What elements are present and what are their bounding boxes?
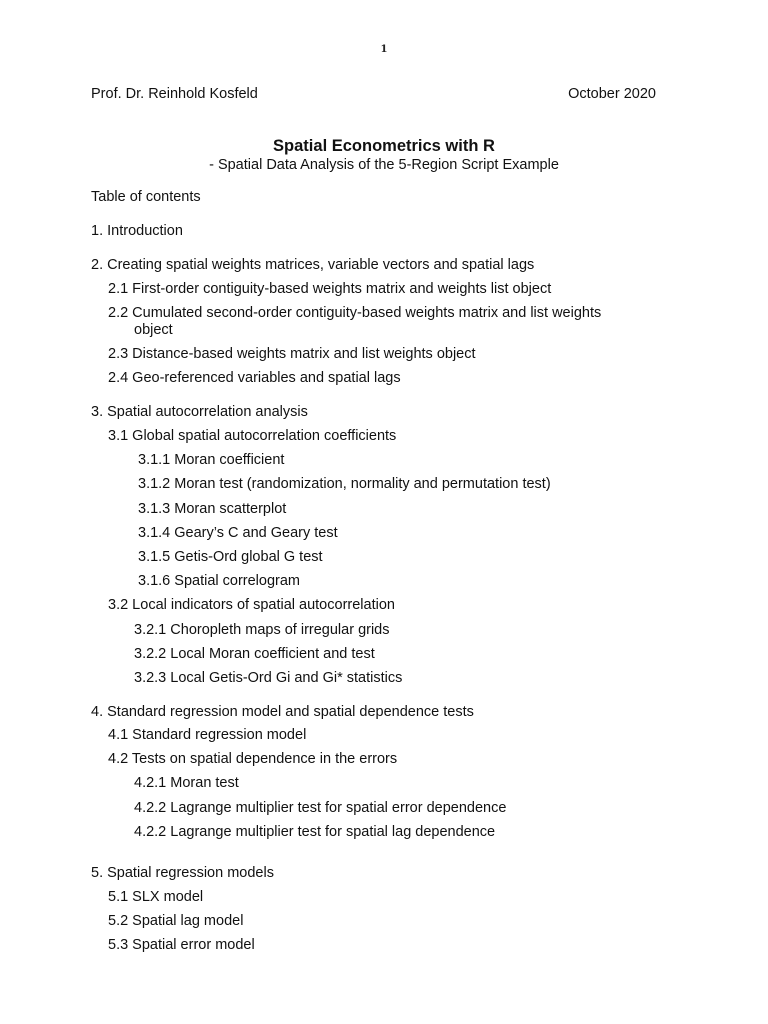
toc-entry-3: 3. Spatial autocorrelation analysis <box>91 404 308 420</box>
toc-entry-5-1: 5.1 SLX model <box>108 889 204 905</box>
header-row <box>91 86 656 102</box>
toc-entry-5-3: 5.3 Spatial error model <box>108 937 255 953</box>
toc-entry-3-2-1: 3.2.1 Choropleth maps of irregular grids <box>134 622 390 638</box>
toc-entry-2-4: 2.4 Geo-referenced variables and spatial lags <box>108 370 401 386</box>
toc-entry-2-2-cont: object <box>134 322 173 338</box>
toc-entry-3-1-2: 3.1.2 Moran test (randomization, normality and permutation test) <box>138 476 551 492</box>
toc-entry-1: 1. Introduction <box>91 223 183 239</box>
page-number: 1 <box>380 44 388 55</box>
toc-entry-4: 4. Standard regression model and spatial dependence tests <box>91 704 474 720</box>
toc-entry-2-2: 2.2 Cumulated second-order contiguity-based weights matrix and list weights <box>108 305 602 321</box>
toc-entry-3-1-3: 3.1.3 Moran scatterplot <box>138 501 287 517</box>
toc-entry-2-3: 2.3 Distance-based weights matrix and list weights object <box>108 346 476 362</box>
author: Prof. Dr. Reinhold Kosfeld <box>91 86 258 102</box>
toc-entry-3-1-4: 3.1.4 Geary’s C and Geary test <box>138 525 338 541</box>
toc-heading: Table of contents <box>91 189 201 205</box>
document-subtitle: - Spatial Data Analysis of the 5-Region Script Example <box>209 157 559 173</box>
toc-entry-4-2: 4.2 Tests on spatial dependence in the errors <box>108 751 398 767</box>
document-title: Spatial Econometrics with R <box>273 137 495 155</box>
toc-entry-4-2-2-a: 4.2.2 Lagrange multiplier test for spatial error dependence <box>134 800 507 816</box>
toc-entry-3-1-1: 3.1.1 Moran coefficient <box>138 452 285 468</box>
toc-entry-5-2: 5.2 Spatial lag model <box>108 913 244 929</box>
toc-entry-3-1: 3.1 Global spatial autocorrelation coefficients <box>108 428 397 444</box>
toc-entry-3-2: 3.2 Local indicators of spatial autocorrelation <box>108 597 395 613</box>
date: October 2020 <box>568 86 656 102</box>
toc-entry-2: 2. Creating spatial weights matrices, variable vectors and spatial lags <box>91 257 535 273</box>
toc-entry-3-1-5: 3.1.5 Getis-Ord global G test <box>138 549 323 565</box>
toc-entry-4-2-1: 4.2.1 Moran test <box>134 775 239 791</box>
toc-entry-4-2-2-b: 4.2.2 Lagrange multiplier test for spatial lag dependence <box>134 824 496 840</box>
toc-entry-4-1: 4.1 Standard regression model <box>108 727 307 743</box>
toc-entry-5: 5. Spatial regression models <box>91 865 274 881</box>
toc-entry-3-2-2: 3.2.2 Local Moran coefficient and test <box>134 646 375 662</box>
toc-entry-2-1: 2.1 First-order contiguity-based weights matrix and weights list object <box>108 281 552 297</box>
toc-entry-3-1-6: 3.1.6 Spatial correlogram <box>138 573 300 589</box>
toc-entry-3-2-3: 3.2.3 Local Getis-Ord Gi and Gi* statistics <box>134 670 403 686</box>
